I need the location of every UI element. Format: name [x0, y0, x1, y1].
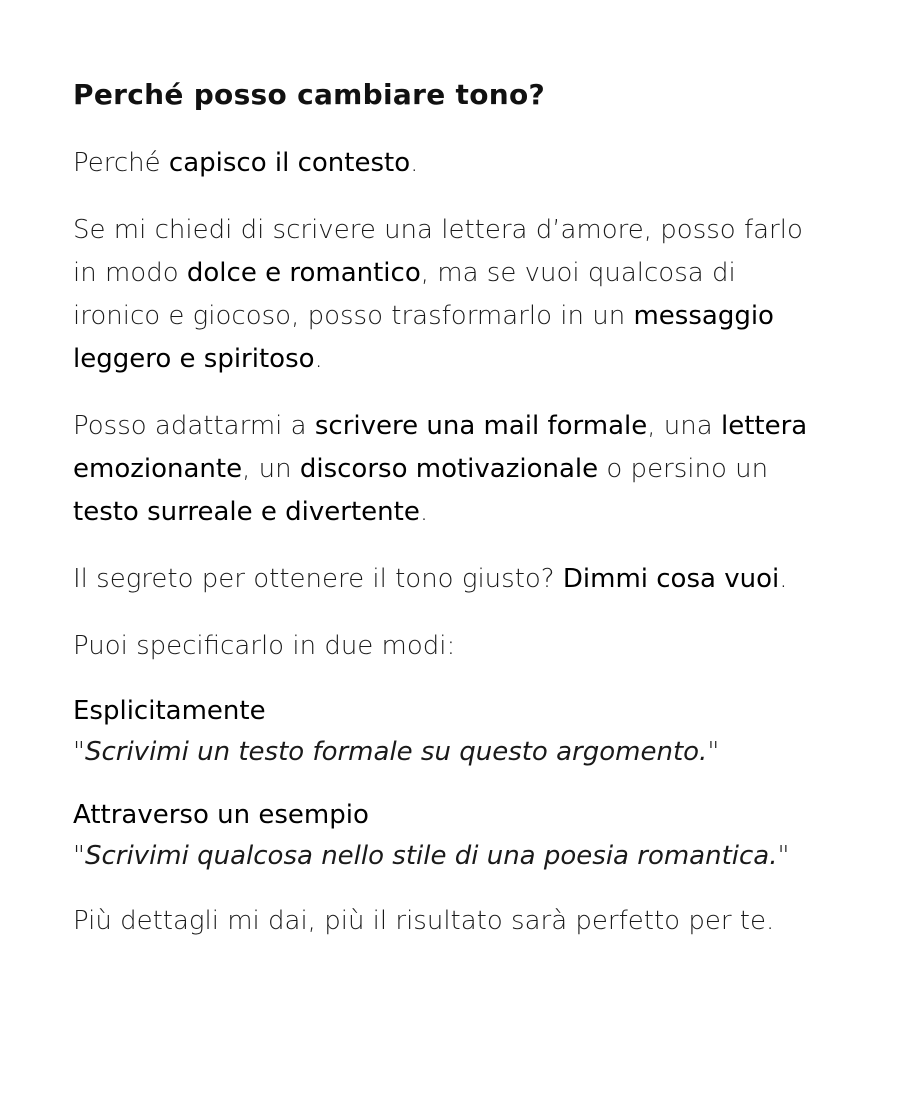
text-run: Perché [73, 148, 169, 178]
method-explicit [73, 692, 830, 774]
method-example [73, 796, 830, 878]
paragraph-two-ways: Puoi specificarlo in due modi: [73, 631, 456, 661]
method-example-quote [73, 730, 830, 774]
emphasis-text: testo surreale e divertente [73, 497, 420, 527]
emphasis-text: messaggio leggero e spiritoso [73, 301, 774, 374]
method-title: Attraverso un esempio [73, 800, 369, 830]
paragraph-secret [73, 558, 830, 601]
method-title: Esplicitamente [73, 696, 266, 726]
quote-mark: " [73, 841, 85, 871]
method-example-quote [73, 834, 830, 878]
text-run: Il segreto per ottenere il tono giusto? [73, 564, 563, 594]
quote-mark: " [707, 737, 720, 767]
text-run: o persino un [598, 454, 769, 484]
text-run: Se mi chiedi di scrivere una lettera d’amore, posso farlo in modo [73, 215, 803, 288]
text-run: , una [647, 411, 721, 441]
text-run: . [314, 344, 323, 374]
emphasis-text: Dimmi cosa vuoi [562, 564, 780, 594]
emphasis-text: lettera emozionante [73, 411, 808, 484]
text-run: , un [242, 454, 300, 484]
emphasis-text: scrivere una mail formale [314, 411, 648, 441]
paragraph-love-letter [73, 209, 830, 381]
text-run: Posso adattarmi a [73, 411, 315, 441]
text-run: . [779, 564, 788, 594]
quote-mark: " [777, 841, 790, 871]
quote-mark: " [73, 737, 85, 767]
emphasis-text: dolce e romantico [186, 258, 421, 288]
paragraph-adapt [73, 405, 830, 534]
quote-text: Scrivimi un testo formale su questo argomento. [84, 737, 708, 767]
text-run: . [419, 497, 429, 527]
page-title: Perché posso cambiare tono? [73, 78, 546, 111]
paragraph-context [73, 142, 830, 185]
text-run: , ma se vuoi qualcosa di ironico e giocoso, posso trasformarlo in un [73, 258, 736, 331]
quote-text: Scrivimi qualcosa nello stile di una poesia romantica. [84, 841, 778, 871]
emphasis-text: discorso motivazionale [299, 454, 599, 484]
emphasis-text: capisco il contesto [168, 148, 411, 178]
paragraph-closing: Più dettagli mi dai, più il risultato sarà perfetto per te. [73, 906, 775, 936]
text-run: . [410, 148, 419, 178]
